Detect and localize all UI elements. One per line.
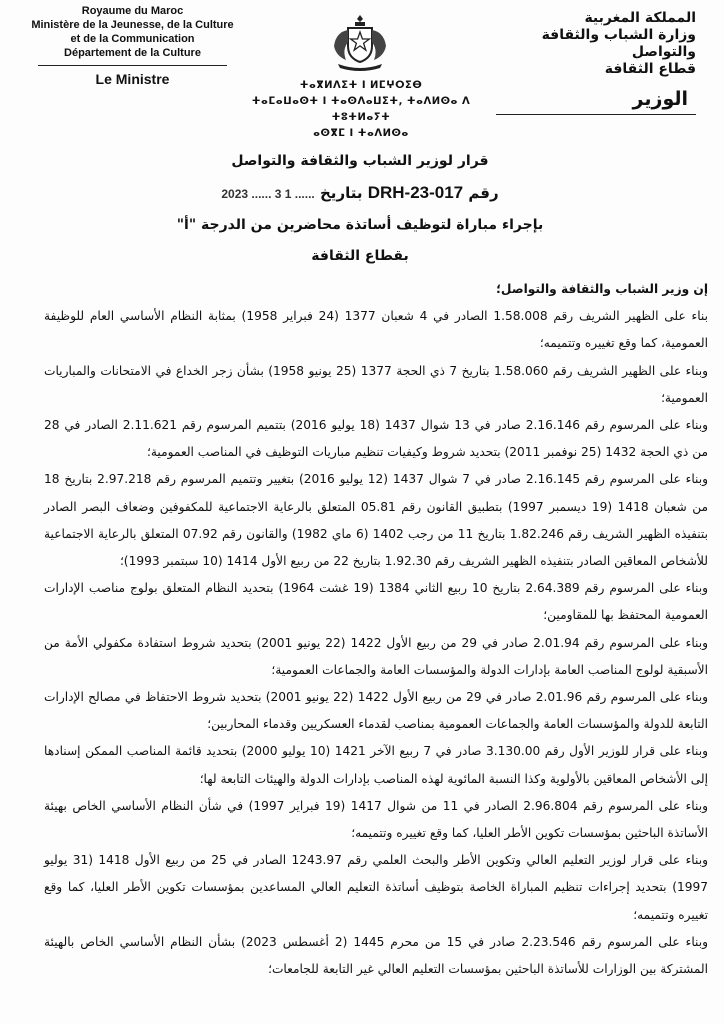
header-left-french bbox=[30, 4, 235, 88]
paragraph: وبناء على المرسوم رقم 2.23.546 صادر في 15 من محرم 1445 (2 أغسطس 2023) بشأن النظام الأساسي الخاص بالهيئة المشتركة بين الوزارات للأساتذة الباحثين بمؤسسات التعليم العالي غير التابعة للجامعات؛ bbox=[44, 934, 709, 977]
sector-line: بقطاع الثقافة bbox=[311, 248, 409, 264]
kingdom-label-ar: المملكة المغربية bbox=[584, 10, 696, 26]
paragraph: وبناء على قرار لوزير التعليم العالي وتكوين الأطر والبحث العلمي رقم 1243.97 الصادر في 25 من ربيع الأول 1418 (31 يوليو 1997) بتحديد إجراءات تنظيم المباراة الخاصة بتوظيف أساتذة التعليم العالي المساعدين بمؤسسات تكوين الأطر العليا، كما وقع تغييره وتتميمه؛ bbox=[44, 853, 708, 922]
ministry-label-ar-cont: والتواصل bbox=[631, 44, 696, 60]
tifinagh-kingdom: ⵜⴰⴳⵍⴷⵉⵜ ⵏ ⵍⵎⵖⵔⵉⴱ bbox=[299, 80, 423, 91]
reference-line bbox=[150, 177, 570, 210]
ministry-label: Ministère de la Jeunesse, de la Culture bbox=[31, 19, 234, 31]
decision-title bbox=[150, 146, 570, 272]
decision-body bbox=[44, 276, 708, 983]
paragraph: وبناء على قرار للوزير الأول رقم 3.130.00 صادر في 7 ربيع الآخر 1421 (10 يوليو 2000) بتحديد قائمة المناصب الممكن إسنادها إلى الأشخاص المعاقين بالأولوية وكذا النسبة المائوية لهذه المناصب بإدارات الدولة والهيئات التابعة لها؛ bbox=[44, 744, 708, 786]
department-label-ar: قطاع الثقافة bbox=[604, 61, 696, 77]
tifinagh-ministry: ⵜⴰⵎⴰⵡⴰⵙⵜ ⵏ ⵜⴰⵙⴷⴰⵡⵉⵜ, ⵜⴰⴷⵍⵙⴰ ⴷ ⵜⵓⵜⵍⴰⵢⵜ bbox=[251, 96, 471, 123]
ministry-label-cont: et de la Communication bbox=[70, 33, 195, 45]
minister-label-fr: Le Ministre bbox=[95, 71, 170, 87]
ministry-label-ar: وزارة الشباب والثقافة bbox=[541, 27, 696, 43]
header-right-divider bbox=[496, 114, 696, 115]
header-right-arabic bbox=[496, 10, 696, 115]
paragraph: وبناء على المرسوم رقم 2.96.804 الصادر في 11 من شوال 1417 (19 فبراير 1997) في شأن النظام الأساسي الخاص بهيئة الأساتذة الباحثين بمؤسسات تكوين الأطر العليا، كما وقع تغييره وتتميمه؛ bbox=[44, 798, 708, 841]
paragraph: بناء على الظهير الشريف رقم 1.58.008 الصادر في 4 شعبان 1377 (24 فبراير 1958) بمثابة النظام الأساسي العام للوظيفة العمومية، كما وقع تغييره وتتميمه؛ bbox=[44, 309, 709, 351]
ref-date-label: بتاريخ bbox=[320, 184, 363, 202]
kingdom-label: Royaume du Maroc bbox=[81, 5, 184, 17]
ref-prefix: رقم bbox=[468, 184, 499, 202]
paragraph: وبناء على الظهير الشريف رقم 1.58.060 بتاريخ 7 ذي الحجة 1377 (25 يونيو 1958) بشأن زجر الخداع في الامتحانات والمباريات العمومية؛ bbox=[44, 363, 708, 405]
royal-coat-of-arms-icon bbox=[328, 12, 392, 72]
paragraph: وبناء على المرسوم رقم 2.01.94 صادر في 29 من ربيع الأول 1422 (22 يونيو 2001) بتحديد شروط استفادة مكفولي الأمة من الأسبقية لولوج المناصب العامة بإدارات الدولة والمؤسسات العامة والجماعات العمومية؛ bbox=[44, 635, 708, 677]
minister-label-ar: الوزير bbox=[632, 88, 688, 110]
subject-line: بإجراء مباراة لتوظيف أساتذة محاضرين من الدرجة "أ" bbox=[176, 217, 544, 233]
intro-line: إن وزير الشباب والثقافة والتواصل؛ bbox=[496, 282, 708, 296]
title-line: قرار لوزير الشباب والثقافة والتواصل bbox=[231, 153, 489, 169]
header-left-divider bbox=[38, 65, 227, 66]
header-center-tifinagh bbox=[250, 78, 472, 142]
department-label: Département de la Culture bbox=[64, 47, 201, 59]
paragraph: وبناء على المرسوم رقم 2.16.145 صادر في 7 شوال 1437 (12 يوليو 2016) بتغيير وتتميم المرسوم رقم 2.97.218 بتاريخ 18 من شعبان 1418 (19 ديسمبر 1997) بتطبيق القانون رقم 05.81 المتعلق بالرعاية الاجتماعية للمكفوفين وضعاف البصر الصادر بتنفيذه الظهير الشريف رقم 1.82.246 بتاريخ 11 من رجب 1402 (6 ماي 1982) والقانون رقم 07.92 المتعلق بالرعاية الاجتماعية للأشخاص المعاقين الصادر بتنفيذه الظهير الشريف رقم 1.92.30 بتاريخ 22 من ربيع الأول 1414 (10 سبتمبر 1993)؛ bbox=[44, 472, 708, 569]
ref-date: 2023 ...... 3 1 ...... bbox=[221, 187, 315, 201]
paragraph: وبناء على المرسوم رقم 2.16.146 صادر في 13 شوال 1437 (18 يوليو 2016) بتتميم المرسوم رقم 2.11.621 الصادر في 28 من ذي الحجة 1432 (25 نوفمبر 2011) بتحديد شروط وكيفيات تنظيم مباريات التوظيف في المناصب العمومية؛ bbox=[44, 418, 708, 460]
paragraph: وبناء على المرسوم رقم 2.01.96 صادر في 29 من ربيع الأول 1422 (22 يونيو 2001) بتحديد شروط الاحتفاظ في مصالح الإدارات التابعة للدولة والمؤسسات العامة والجماعات العمومية بمناصب لقدماء العسكريين وقدماء المحاربين؛ bbox=[44, 690, 708, 732]
ref-number: DRH-23-017 bbox=[367, 183, 464, 202]
tifinagh-department: ⴰⵙⴳⵎ ⵏ ⵜⴰⴷⵍⵙⴰ bbox=[313, 128, 409, 139]
paragraph: وبناء على المرسوم رقم 2.64.389 بتاريخ 10 ربيع الثاني 1384 (19 غشت 1964) بتحديد النظام المتعلق بولوج مناصب الإدارات العمومية المحتفظ بها للمقاومين؛ bbox=[44, 581, 708, 623]
